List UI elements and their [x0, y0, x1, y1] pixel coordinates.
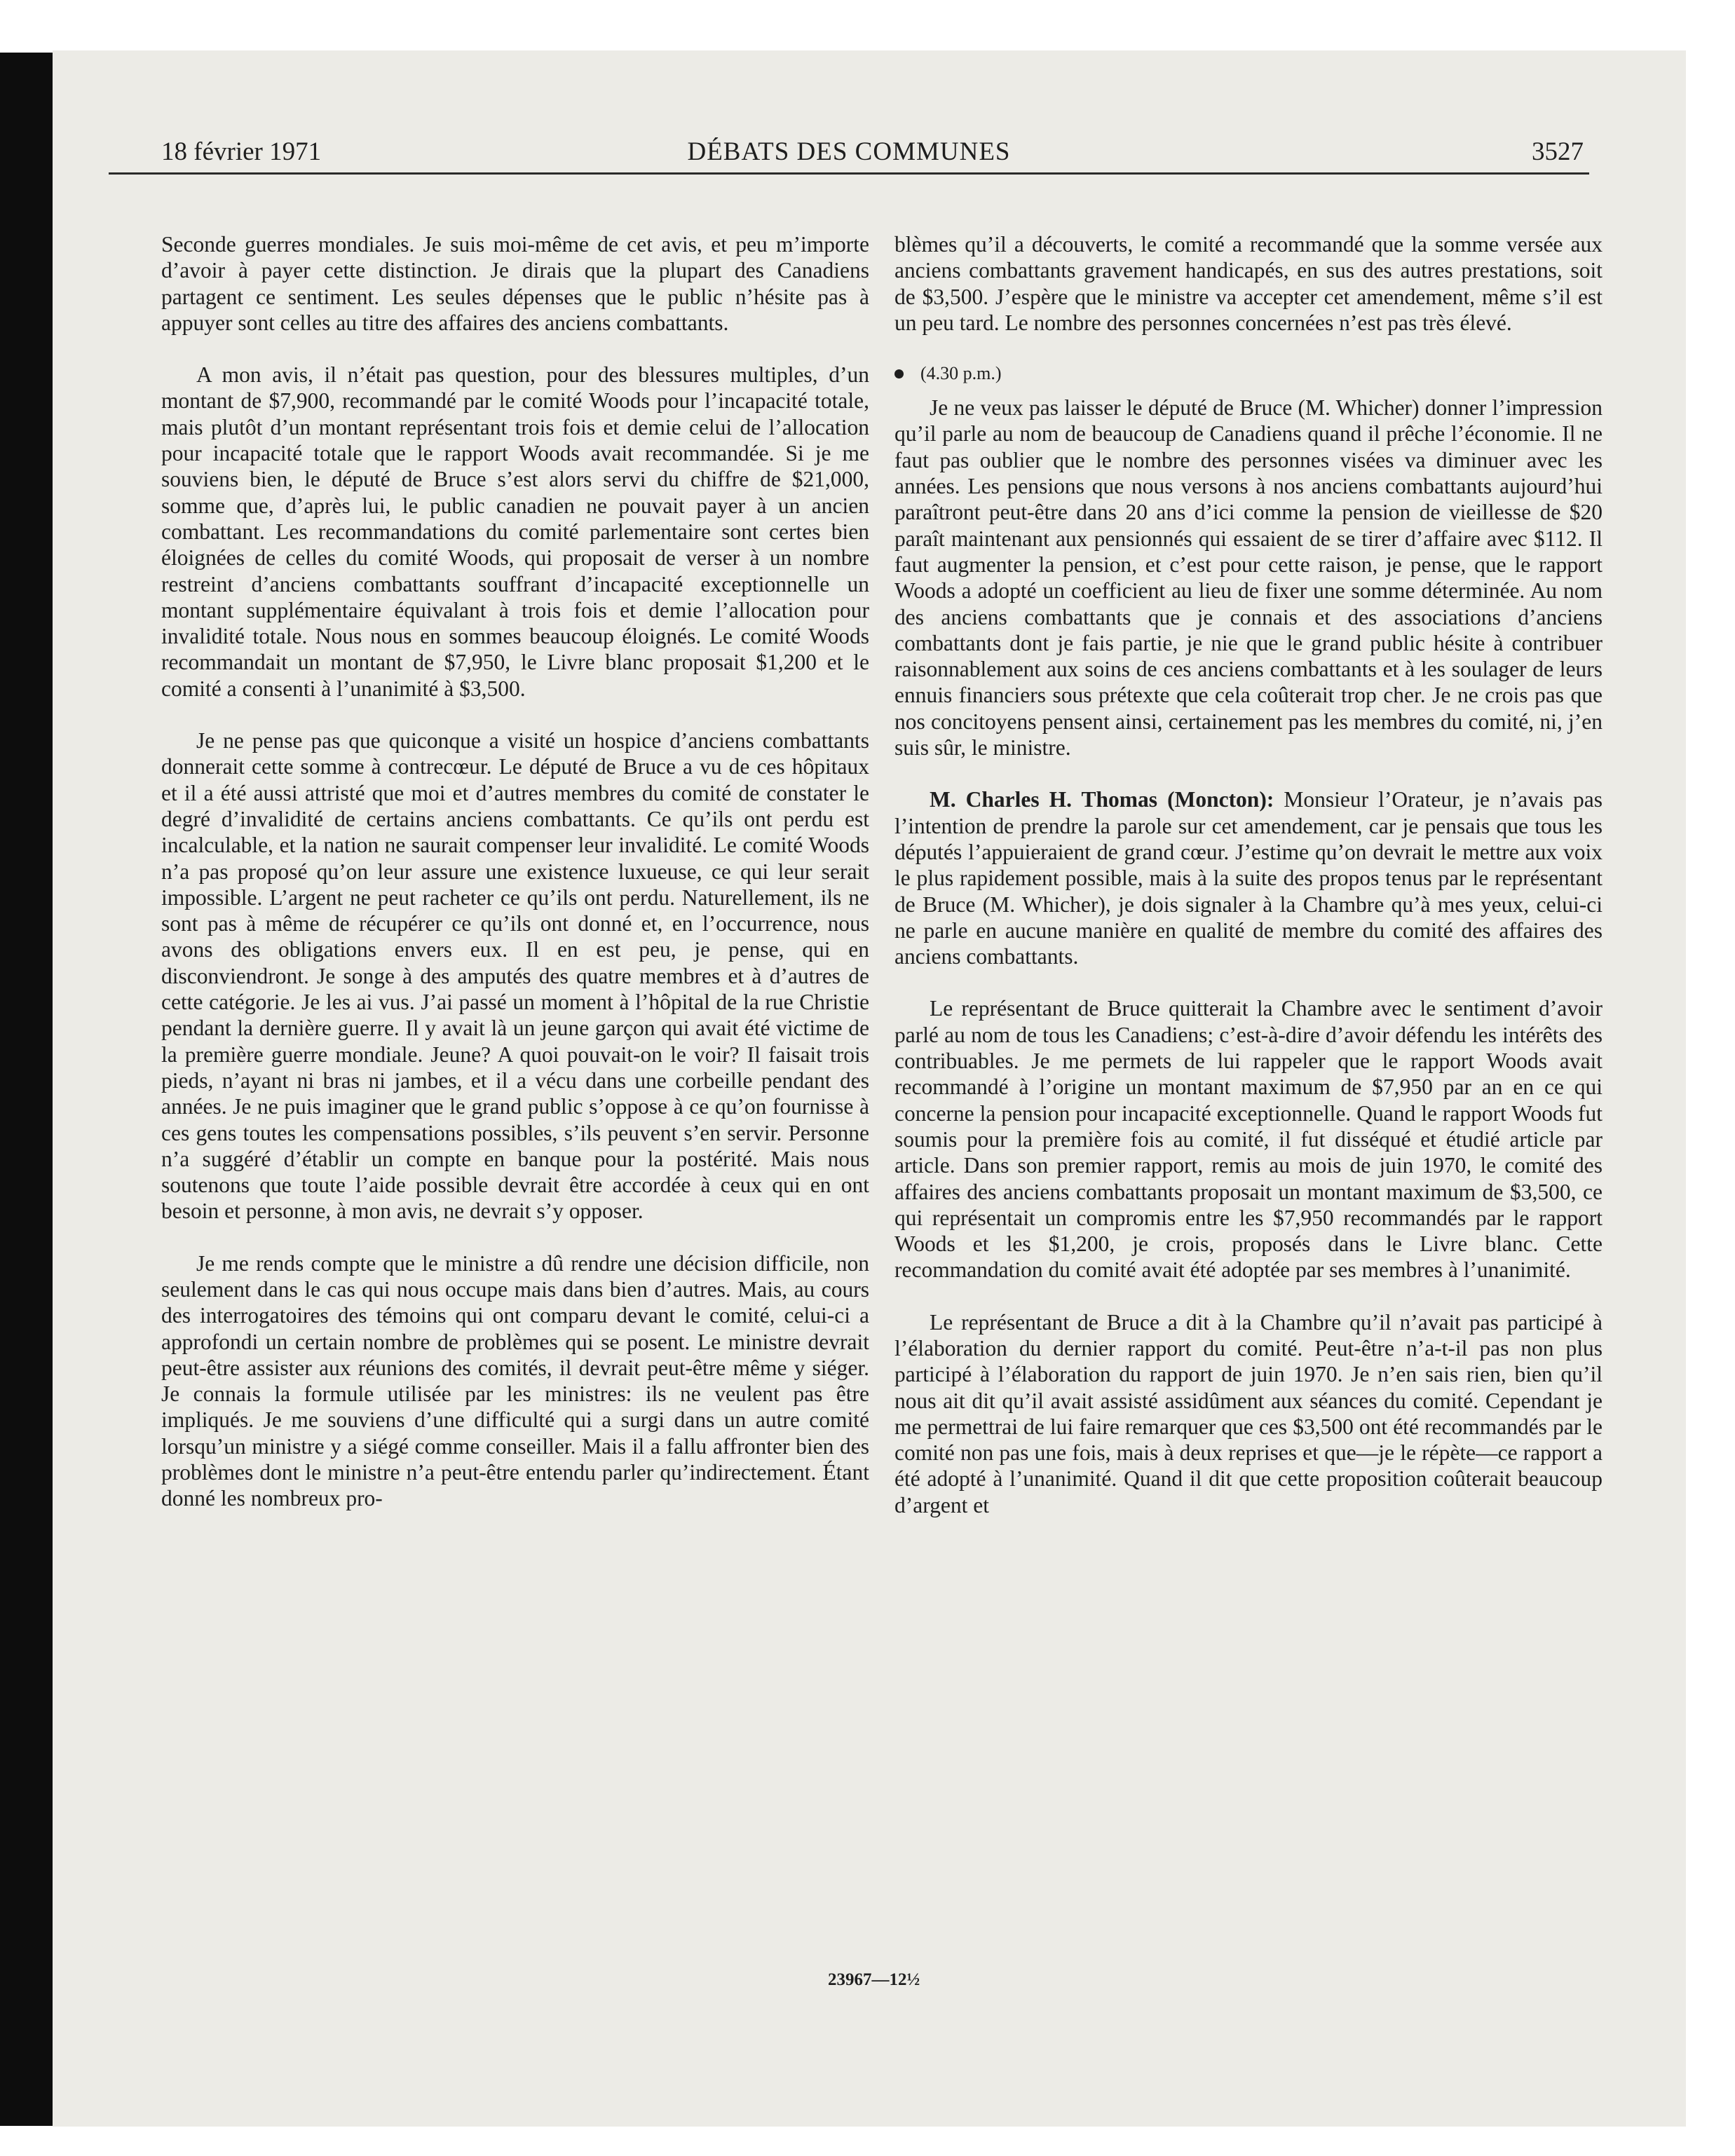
- paragraph: blèmes qu’il a découverts, le comité a recommandé que la somme versée aux anciens combattants gravement handicapés, en sus des autres prestations, soit de $3,500. J’espère que le ministre va accepter cet amendement, même s’il est un peu tard. Le nombre des personnes concernées n’est pas très élevé.: [894, 232, 1603, 335]
- speech-text: Monsieur l’Orateur, je n’avais pas l’intention de prendre la parole sur cet amendement, car je pensais que tous les députés l’appuieraient de grand cœur. J’estime qu’on devrait le mettre aux voix le plus rapidement possible, mais à la suite des propos tenus par le représentant de Bruce (M. Whicher), je dois signaler à la Chambre qu’à mes yeux, celui-ci ne parle en aucune manière en qualité de membre du comité des affaires des anciens combattants.: [894, 787, 1603, 969]
- page-header: [109, 132, 1589, 175]
- header-page-number: 3527: [1532, 137, 1584, 166]
- paragraph: Seconde guerres mondiales. Je suis moi-même de cet avis, et peu m’importe d’avoir à payer cette distinction. Je dirais que la plupart des Canadiens partagent ce sentiment. Les seules dépenses que le public n’hésite pas à appuyer sont celles au titre des affaires des anciens combattants.: [161, 232, 869, 335]
- time-stamp: [894, 360, 1603, 386]
- paragraph: Je me rends compte que le ministre a dû rendre une décision difficile, non seulement dans le cas qui nous occupe mais dans bien d’autres. Mais, au cours des interrogatoires des témoins qui ont comparu devant le comité, celui-ci a approfondi un certain nombre de problèmes qui se posent. Le ministre devrait peut-être assister aux réunions des comités, il devrait peut-être même y siéger. Je connais la formule utilisée par les ministres: ils ne veulent pas être impliqués. Je me souviens d’une difficulté qui a surgi dans un autre comité lorsqu’un ministre y a siégé comme conseiller. Mais il a fallu affronter bien des problèmes dont le ministre n’a peut-être entendu parler qu’indirectement. Étant donné les nombreux pro-: [161, 1250, 869, 1511]
- scan-binding-edge: [0, 53, 53, 2126]
- right-column: [894, 231, 1603, 1518]
- speaker-name: M. Charles H. Thomas (Moncton):: [930, 787, 1274, 812]
- paragraph: Le représentant de Bruce a dit à la Chambre qu’il n’avait pas participé à l’élaboration du dernier rapport du comité. Peut-être n’a-t-il pas non plus participé à l’élaboration du rapport de juin 1970. Je n’en sais rien, bien qu’il nous ait dit qu’il avait assisté assidûment aux séances du comité. Cependant je me permettrai de lui faire remarquer que ces $3,500 ont été recommandés par le comité non pas une fois, mais à deux reprises et que—je le répète—ce rapport a été adopté à l’unanimité. Quand il dit que cette proposition coûterait beaucoup d’argent et: [894, 1309, 1603, 1517]
- footer-signature: 23967—12½: [828, 1970, 920, 1989]
- speaker-paragraph: [894, 786, 1603, 969]
- paragraph: Je ne veux pas laisser le député de Bruce (M. Whicher) donner l’impression qu’il parle au nom de beaucoup de Canadiens quand il prêche l’économie. Il ne faut pas oublier que le nombre des personnes visées va diminuer avec les années. Les pensions que nous versons à nos anciens combattants aujourd’hui paraîtront peut-être dans 20 ans d’ici comme la pension de vieillesse de $20 paraît maintenant aux pensionnés qui essaient de se tirer d’affaire avec $112. Il faut augmenter la pension, et c’est pour cette raison, je pense, que le rapport Woods a adopté un coefficient au lieu de fixer une somme déterminée. Au nom des anciens combattants que je connais et des associations d’anciens combattants dont je fais partie, je nie que le grand public hésite à contribuer raisonnablement aux soins de ces anciens combattants et à les soulager de leurs ennuis financiers sous prétexte que cela coûterait trop cher. Je ne crois pas que nos concitoyens pensent ainsi, certainement pas les membres du comité, ni, j’en suis sûr, le ministre.: [894, 395, 1603, 760]
- paragraph: Le représentant de Bruce quitterait la Chambre avec le sentiment d’avoir parlé au nom de tous les Canadiens; c’est-à-dire d’avoir défendu les intérêts des contribuables. Je me permets de lui rappeler que le rapport Woods avait recommandé à l’origine un montant maximum de $7,950 par an en ce qui concerne la pension pour incapacité exceptionnelle. Quand le rapport Woods fut soumis pour la première fois au comité, il fut disséqué et étudié article par article. Dans son premier rapport, remis au mois de juin 1970, le comité des affaires des anciens combattants proposait un montant maximum de $3,500, ce qui représentait un compromis entre les $7,950 recommandés par le rapport Woods et les $1,200, je crois, proposés dans le Livre blanc. Cette recommandation du comité avait été adoptée par ses membres à l’unanimité.: [894, 996, 1603, 1283]
- bullet-icon: [894, 369, 904, 378]
- time-stamp-text: (4.30 p.m.): [920, 363, 1002, 384]
- paragraph: Je ne pense pas que quiconque a visité un hospice d’anciens combattants donnerait cette somme à contrecœur. Le député de Bruce a vu de ces hôpitaux et il a été aussi attristé que moi et d’autres membres du comité de constater le degré d’invalidité de certains anciens combattants. Ce qu’ils ont perdu est incalculable, et la nation ne saurait compenser leur invalidité. Le comité Woods n’a pas proposé qu’on leur assure une existence luxueuse, ce qui leur serait impossible. L’argent ne peut racheter ce qu’ils ont perdu. Naturellement, ils ne sont pas à même de récupérer ce qu’ils ont donné et, en l’occurrence, nous avons des obligations envers eux. Il en est peu, je pense, qui en disconviendront. Je songe à des amputés des quatre membres et à d’autres de cette catégorie. Je les ai vus. J’ai passé un moment à l’hôpital de la rue Christie pendant la dernière guerre. Il y avait là un jeune garçon qui avait été victime de la première guerre mondiale. Jeune? A quoi pouvait-on le voir? Il faisait trois pieds, n’ayant ni bras ni jambes, et il a vécu dans une corbeille pendant des années. Je ne puis imaginer que le grand public s’oppose à ce qu’on fournisse à ces gens toutes les compensations possibles, s’ils peuvent s’en servir. Personne n’a suggéré d’établir un compte en banque pour la postérité. Mais nous soutenons que toute l’aide possible devrait être accordée à ceux qui en ont besoin et personne, à mon avis, ne devrait s’y opposer.: [161, 728, 869, 1224]
- header-date: 18 février 1971: [161, 137, 322, 166]
- header-title: DÉBATS DES COMMUNES: [687, 137, 1011, 166]
- paragraph: A mon avis, il n’était pas question, pour des blessures multiples, d’un montant de $7,900, recommandé par le comité Woods pour l’incapacité totale, mais plutôt d’un montant représentant trois fois et demie celui de l’allocation pour incapacité totale que le rapport Woods avait recommandée. Si je me souviens bien, le député de Bruce s’est alors servi du chiffre de $21,000, somme que, d’après lui, le public canadien ne pouvait payer à un ancien combattant. Les recommandations du comité parlementaire sont certes bien éloignées de celles du comité Woods, qui proposait de verser à un nombre restreint d’anciens combattants souffrant d’incapacité exceptionnelle un montant supplémentaire équivalant à trois fois et demie l’allocation pour invalidité totale. Nous nous en sommes beaucoup éloignés. Le comité Woods recommandait un montant de $7,950, le Livre blanc proposait $1,200 et le comité a consenti à l’unanimité à $3,500.: [161, 362, 869, 701]
- left-column: [161, 231, 869, 1512]
